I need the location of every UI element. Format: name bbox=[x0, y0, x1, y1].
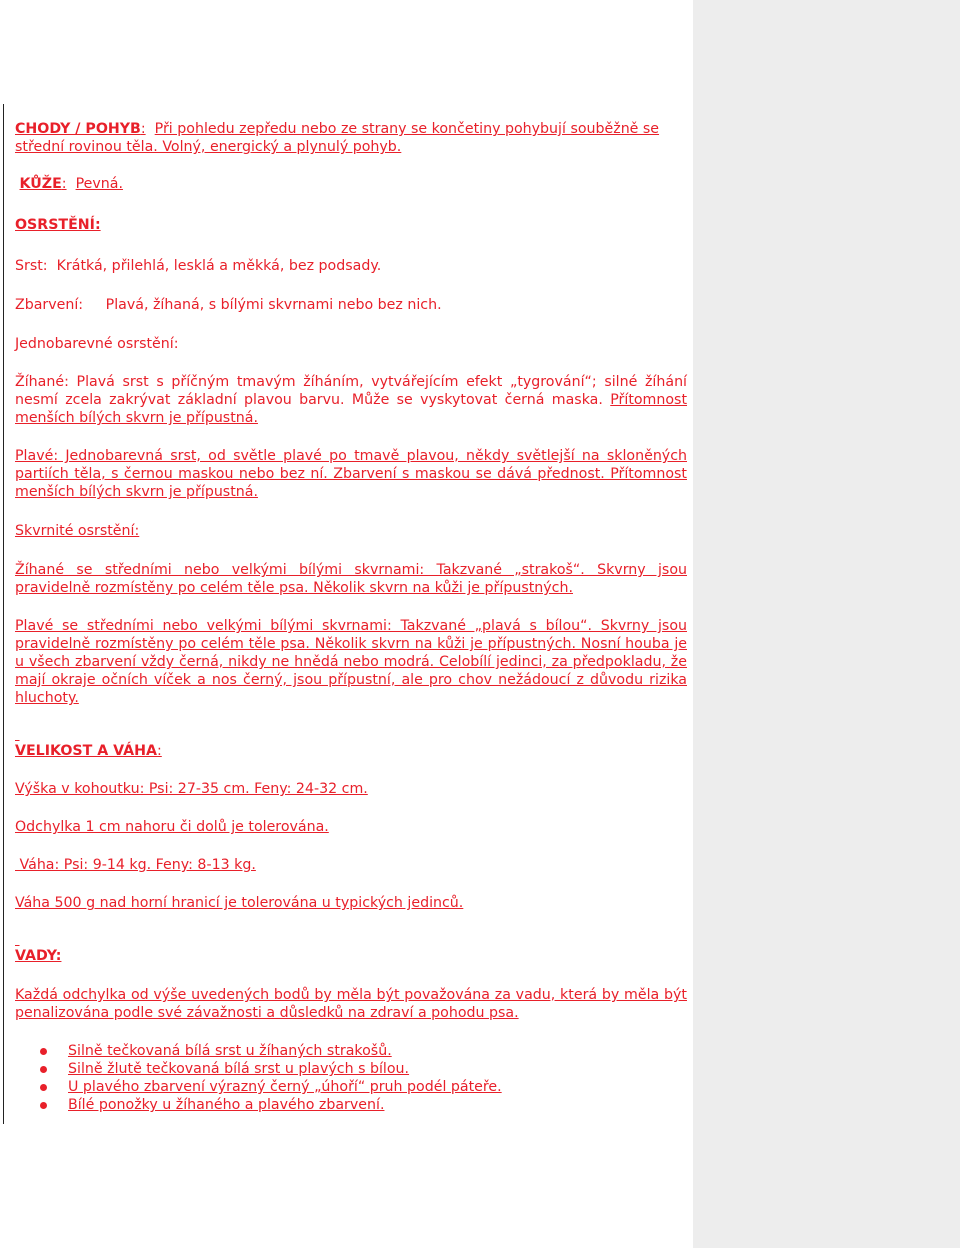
zihane-text: Žíhané: Plavá srst s příčným tmavým žíháním, vytvářejícím efekt „tygrování“; silné žíhání nesmí zcela zakrývat základní plavou barvu. Může se vyskytovat černá maska. bbox=[15, 374, 687, 408]
velikost-heading-text: VELIKOST A VÁHA bbox=[15, 743, 158, 759]
vaha-tolerance-paragraph bbox=[15, 894, 687, 912]
jednobarevne-heading-text: Jednobarevné osrstění: bbox=[15, 336, 179, 352]
revision-mark bbox=[15, 728, 687, 742]
bullet-icon bbox=[40, 1084, 47, 1091]
list-item-text: U plavého zbarvení výrazný černý „úhoří“ pruh podél páteře. bbox=[68, 1079, 502, 1095]
skvrnite-heading-text: Skvrnité osrstění: bbox=[15, 523, 140, 539]
skvrnite-heading bbox=[15, 522, 687, 540]
vady-list bbox=[15, 1042, 687, 1114]
zihane-text-underlined: Přítomnost menších bílých skvrn je přípustná. bbox=[15, 392, 688, 426]
plave-bile-text: Plavé se středními nebo velkými bílými skvrnami: Takzvané „plavá s bílou“. Skvrny jsou pravidelně rozmístěny po celém těle psa. Několik skvrn na kůži je přípustných. Nosní houba je u všech zbarvení vždy černá, nikdy ne hnědá nebo modrá. Celobílí jedinci, za předpokladu, že mají okraje očních víček a nos černý, jsou přípustní, ale pro chov nežádoucí z důvodu rizika hluchoty. bbox=[15, 618, 687, 706]
bullet-icon bbox=[40, 1048, 47, 1055]
vady-text: Každá odchylka od výše uvedených bodů by měla být považována za vadu, která by měla být penalizována podle své závažnosti a důsledků na zdraví a pohodu psa. bbox=[15, 987, 687, 1021]
chody-paragraph bbox=[15, 120, 687, 156]
zihane-bile-paragraph bbox=[15, 561, 687, 597]
list-item-text: Silně žlutě tečkovaná bílá srst u plavých s bílou. bbox=[68, 1061, 410, 1077]
vyska-text: Výška v kohoutku: Psi: 27-35 cm. Feny: 24-32 cm. bbox=[15, 781, 368, 797]
vady-heading bbox=[15, 933, 687, 965]
chody-heading: CHODY / POHYB bbox=[15, 121, 141, 137]
plave-bile-paragraph bbox=[15, 617, 687, 707]
plave-text: Plavé: Jednobarevná srst, od světle plavé po tmavě plavou, někdy světlejší na skloněných partiích těla, s černou maskou nebo bez ní. Zbarvení s maskou se dává přednost. Přítomnost menších bílých skvrn je přípustná. bbox=[15, 448, 687, 500]
list-item-text: Silně tečkovaná bílá srst u žíhaných strakošů. bbox=[68, 1043, 392, 1059]
zihane-bile-text: Žíhané se středními nebo velkými bílými skvrnami: Takzvané „strakoš“. Skvrny jsou pravidelně rozmístěny po celém těle psa. Několik skvrn na kůži je přípustných. bbox=[15, 562, 687, 596]
vady-heading-text: VADY: bbox=[15, 948, 62, 964]
vyska-paragraph bbox=[15, 780, 687, 798]
list-item bbox=[15, 1078, 687, 1096]
bullet-icon bbox=[40, 1102, 47, 1109]
comment-margin bbox=[693, 0, 960, 1248]
zbarveni-paragraph bbox=[15, 296, 687, 314]
vaha-paragraph bbox=[15, 856, 687, 874]
kuze-paragraph bbox=[15, 175, 687, 193]
revision-mark-2 bbox=[15, 933, 687, 947]
srst-text: Krátká, přilehlá, lesklá a měkká, bez podsady. bbox=[56, 258, 382, 274]
list-item bbox=[15, 1042, 687, 1060]
zbarveni-text: Plavá, žíhaná, s bílými skvrnami nebo bez nich. bbox=[105, 297, 442, 313]
chody-text: Při pohledu zepředu nebo ze strany se končetiny pohybují souběžně se střední rovinou těla. Volný, energický a plynulý pohyb. bbox=[15, 121, 660, 155]
srst-paragraph bbox=[15, 257, 687, 275]
bullet-icon bbox=[40, 1066, 47, 1073]
list-item bbox=[15, 1096, 687, 1114]
zbarveni-label: Zbarvení: bbox=[15, 297, 84, 313]
document-body bbox=[15, 108, 687, 1114]
vady-paragraph bbox=[15, 986, 687, 1022]
kuze-colon: : bbox=[61, 176, 67, 192]
kuze-heading: KŮŽE bbox=[19, 176, 62, 192]
velikost-heading bbox=[15, 728, 687, 760]
kuze-text: Pevná. bbox=[75, 176, 123, 192]
list-item-text: Bílé ponožky u žíhaného a plavého zbarvení. bbox=[68, 1097, 385, 1113]
vaha-tolerance-text: Váha 500 g nad horní hranicí je tolerována u typických jedinců. bbox=[15, 895, 464, 911]
osrsteni-heading bbox=[15, 216, 687, 234]
odchylka-text: Odchylka 1 cm nahoru či dolů je tolerována. bbox=[15, 819, 329, 835]
change-bar bbox=[3, 104, 4, 1124]
osrsteni-heading-text: OSRSTĚNÍ: bbox=[15, 217, 101, 233]
odchylka-paragraph bbox=[15, 818, 687, 836]
velikost-colon: : bbox=[157, 743, 162, 759]
srst-label: Srst: bbox=[15, 258, 48, 274]
list-item bbox=[15, 1060, 687, 1078]
vaha-text: Váha: Psi: 9-14 kg. Feny: 8-13 kg. bbox=[19, 857, 256, 873]
plave-paragraph bbox=[15, 447, 687, 501]
chody-colon: : bbox=[140, 121, 146, 137]
zihane-paragraph bbox=[15, 373, 687, 427]
jednobarevne-heading bbox=[15, 335, 687, 353]
